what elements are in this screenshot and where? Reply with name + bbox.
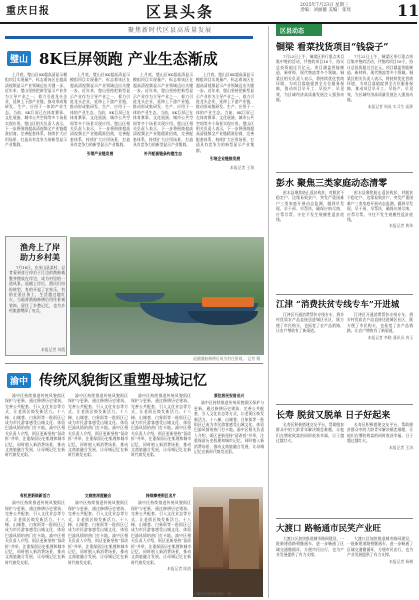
photo-trees: [70, 237, 264, 282]
story2-body-col2: 彭水县聚焦防止返贫致贫，对脱贫不稳定户、边缘易致贫户、突发严重困难户三类家庭开展动态监测，做到早发现、早干预、早帮扶，确保应纳尽纳、应帮尽帮，守住不发生规模性返贫底线。 本报记者 黄伟: [347, 190, 413, 229]
building-right: [229, 499, 259, 569]
street-photo: [193, 487, 263, 597]
bishan-headline: 8K巨屏领跑 产业生态渐成: [39, 50, 218, 68]
story5-body-col2: 大渡口区加快推进城市路网建设，一批新建道路相继通车，进一步畅通了区域交通微循环，方便市民出行，也为产业发展提供了有力支撑。 本报记者 杨梅: [347, 536, 413, 564]
yuzhong-body-col4: 原住居民安居业兴 渝中区持续推进传统风貌街区保护与更新，通过修缮历史建筑、完善公共配套、引入文化业态等方式，让老街区焕发新活力。十八梯、山城巷、白象街等一批街区已成为市民游客感受山城文化、体验巴渝风情的热门打卡地。渝中区相关负责人介绍，街区更新坚持“留改拆”并举，注重保留历史肌理和城市记忆，同时植入新消费场景，推动文商旅融合发展，让母城记忆在新时代焕发光彩。: [194, 393, 264, 455]
orange-boat-canopy: [202, 297, 254, 307]
yuzhong-body-col5: 有机更新焕新活力 渝中区持续推进传统风貌街区保护与更新，通过修缮历史建筑、完善公共配套、引入文化业态等方式，让老街区焕发新活力。十八梯、山城巷、白象街等一批街区已成为市民游客感受山城文化、体验巴渝风情的热门打卡地。渝中区相关负责人介绍，街区更新坚持“留改拆”并举，注重保留历史肌理和城市记忆，同时植入新消费场景，推动文商旅融合发展，让母城记忆在新时代焕发光彩。: [5, 493, 65, 565]
story4-body-col1: 长寿区积极搭建交友平台，帮助脱贫群众中的大龄青年解决婚恋难题，让他们在增收致富的同时收获幸福，日子越过越红火。: [276, 422, 344, 444]
story2-rule: [276, 294, 413, 295]
bishan-subhead-2: 补齐配套链条构建生态: [144, 150, 182, 156]
yuzhong-body-col2: 渝中区持续推进传统风貌街区保护与更新，通过修缮历史建筑、完善公共配套、引入文化业态等方式，让老街区焕发新活力。十八梯、山城巷、白象街等一批街区已成为市民游客感受山城文化、体验巴渝风情的热门打卡地。渝中区相关负责人介绍，街区更新坚持“留改拆”并举，注重保留历史肌理和城市记忆，同时植入新消费场景，推动文商旅融合发展，让母城记忆在新时代焕发光彩。: [68, 393, 128, 458]
story1-byline: 本报记者 周成 实习生 高源: [367, 103, 413, 109]
region-tag-yuzhong: 渝中: [7, 373, 31, 388]
story5-body-col1: 大渡口区加快推进城市路网建设，一批新建道路相继通车，进一步畅通了区域交通微循环，方便市民出行，也为产业发展提供了有力支撑。: [276, 536, 344, 558]
blue-divider: [5, 36, 253, 39]
masthead-rule: [0, 22, 417, 24]
story4-body-col2: 长寿区积极搭建交友平台，帮助脱贫群众中的大龄青年解决婚恋难题，让他们在增收致富的同时收获幸福，日子越过越红火。 本报记者 王涛: [347, 422, 413, 450]
region-tag-bishan: 璧山: [7, 51, 31, 66]
photo1-caption: 退捕渔船修缮后成为村庄景观。 记者 摄: [193, 356, 260, 361]
side-story-body: 7月16日，在巫山县某村，记者看到昔日停泊于江边的渔船被整齐摆放在岸边，成为村里的一道风景。退捕上岸后，渔民们纷纷转型，有的开起了农家乐，有的在景区务工，生活越过越红火。当地将渔船修缮后用作景观装饰，留住了乡愁记忆，也为乡村旅游增添了亮点。: [9, 265, 66, 314]
building-left: [199, 507, 223, 567]
bishan-byline: 本报记者 王翔: [230, 164, 254, 170]
side-story-headline-2: 助力乡村美: [20, 252, 60, 262]
side-story-headline: 渔舟上了岸: [20, 242, 60, 252]
story1-body-col2: 7月22日上午，铜梁区举行重点项目集中签约活动，共签约项目16个，协议总投资超过百亿元。项目涵盖智能制造、新材料、现代物流等多个领域。铜梁区相关负责人表示，将持续优化营商环境，为项目落地提供全方位服务保障，推动项目早开工、早投产、早见效，为区域经济高质量发展注入强劲动能。 本报记者 周成 实习生 高源: [347, 54, 413, 109]
yuzhong-headline: 传统风貌街区重塑母城记忆: [39, 373, 207, 389]
side-story-box: [5, 236, 67, 356]
bishan-body-col1: 上月底，璧山区8K超高清显示模组项目实现量产，标志着该区在超高清视频显示产业领域迈出关键一步。近年来，璧山坚持把新型显示产业作为主导产业之一，着力引进龙头企业，延伸上下游产业链，推动形成集研发、生产、应用于一体的产业生态。当前，8K巨屏已在体育赛事、文化展演、城市公共空间等多个场景实现应用。璧山区相关负责人表示，下一步将围绕超高清视频全产业链精准招商，完善配套体系，持续扩大应用场景，打造具有竞争力的新型显示产业集群。: [5, 72, 67, 148]
bishan-body-col3: 上月底，璧山区8K超高清显示模组项目实现量产，标志着该区在超高清视频显示产业领域迈出关键一步。近年来，璧山坚持把新型显示产业作为主导产业之一，着力引进龙头企业，延伸上下游产业链，推动形成集研发、生产、应用于一体的产业生态。当前，8K巨屏已在体育赛事、文化展演、城市公共空间等多个场景实现应用。璧山区相关负责人表示，下一步将围绕超高清视频全产业链精准招商，完善配套体系，持续扩大应用场景，打造具有竞争力的新型显示产业集群。 补齐配套链条构建生态: [133, 72, 193, 156]
bishan-body-col2: 上月底，璧山区8K超高清显示模组项目实现量产，标志着该区在超高清视频显示产业领域迈出关键一步。近年来，璧山坚持把新型显示产业作为主导产业之一，着力引进龙头企业，延伸上下游产业链，推动形成集研发、生产、应用于一体的产业生态。当前，8K巨屏已在体育赛事、文化展演、城市公共空间等多个场景实现应用。璧山区相关负责人表示，下一步将围绕超高清视频全产业链精准招商，完善配套体系，持续扩大应用场景，打造具有竞争力的新型显示产业集群。 引领产业链发展: [70, 72, 130, 156]
yuzhong-subhead-4: 持续擦亮街区名片: [145, 493, 177, 498]
story5-headline: 大渡口 路畅通市民笑产业旺: [276, 524, 381, 534]
story1-rule: [276, 172, 413, 173]
date-line: 2025年7月23日 星期三 责编：刘丽璇 美编：张瑶: [300, 3, 351, 13]
story3-rule: [276, 404, 413, 405]
bishan-subhead-1: 引领产业链发展: [86, 150, 114, 156]
story2-body-col1: 彭水县聚焦防止返贫致贫，对脱贫不稳定户、边缘易致贫户、突发严重困难户三类家庭开展动态监测，做到早发现、早干预、早帮扶，确保应纳尽纳、应帮尽帮，守住不发生规模性返贫底线。: [276, 190, 344, 223]
yuzhong-header: [5, 366, 263, 392]
bishan-body-col4: 上月底，璧山区8K超高清显示模组项目实现量产，标志着该区在超高清视频显示产业领域迈出关键一步。近年来，璧山坚持把新型显示产业作为主导产业之一，着力引进龙头企业，延伸上下游产业链，推动形成集研发、生产、应用于一体的产业生态。当前，8K巨屏已在体育赛事、文化展演、城市公共空间等多个场景实现应用。璧山区相关负责人表示，下一步将围绕超高清视频全产业链精准招商，完善配套体系，持续扩大应用场景，打造具有竞争力的新型显示产业集群。 引培企业链接发展 本报记者 王翔: [196, 72, 254, 170]
yuzhong-byline: 本报记者 陈波: [167, 566, 191, 572]
yuzhong-body-col7: 持续擦亮街区名片 渝中区持续推进传统风貌街区保护与更新，通过修缮历史建筑、完善公共配套、引入文化业态等方式，让老街区焕发新活力。十八梯、山城巷、白象街等一批街区已成为市民游客感受山城文化、体验巴渝风情的热门打卡地。渝中区相关负责人介绍，街区更新坚持“留改拆”并举，注重保留历史肌理和城市记忆，同时植入新消费场景，推动文商旅融合发展，让母城记忆在新时代焕发光彩。 本报记者 陈波: [131, 493, 191, 572]
side-story-byline: 本报记者 刘霞: [41, 347, 65, 352]
newspaper-logo: 重庆日报: [6, 6, 50, 17]
page-number: 11: [397, 1, 419, 20]
story4-headline: 长寿 脱贫又脱单 日子好起来: [276, 411, 391, 421]
yuzhong-body-col6: 文商旅深度融合 渝中区持续推进传统风貌街区保护与更新，通过修缮历史建筑、完善公共配套、引入文化业态等方式，让老街区焕发新活力。十八梯、山城巷、白象街等一批街区已成为市民游客感受山城文化、体验巴渝风情的热门打卡地。渝中区相关负责人介绍，街区更新坚持“留改拆”并举，注重保留历史肌理和城市记忆，同时植入新消费场景，推动文商旅融合发展，让母城记忆在新时代焕发光彩。: [68, 493, 128, 565]
yuzhong-subhead-3: 文商旅深度融合: [84, 493, 112, 498]
section-title: 区县头条: [146, 3, 215, 21]
column-divider: [268, 26, 269, 598]
story3-headline: 江津 “消费扶贫专线专车”开进城: [276, 300, 400, 310]
section-rule: [5, 363, 263, 364]
story5-byline: 本报记者 杨梅: [389, 558, 413, 564]
story2-byline: 本报记者 黄伟: [389, 223, 413, 229]
yuzhong-subhead-2: 有机更新焕新活力: [19, 493, 51, 498]
bishan-subhead-3: 引培企业链接发展: [209, 156, 241, 162]
boats-photo: [70, 237, 264, 355]
story1-headline: 铜梁 看菜找货项目“钱袋子”: [276, 43, 389, 53]
story3-body-col2: 江津区开通消费帮扶专线专车，将乡村优质农产品直接送进城区社区，既方便了市民购买，也拓宽了农产品销路，让农户增收有了新渠道。 本报记者 李晓 通讯员 冉玉: [347, 312, 413, 340]
yuzhong-body-col1: 渝中区持续推进传统风貌街区保护与更新，通过修缮历史建筑、完善公共配套、引入文化业态等方式，让老街区焕发新活力。十八梯、山城巷、白象街等一批街区已成为市民游客感受山城文化、体验巴渝风情的热门打卡地。渝中区相关负责人介绍，街区更新坚持“留改拆”并举，注重保留历史肌理和城市记忆，同时植入新消费场景，推动文商旅融合发展，让母城记忆在新时代焕发光彩。: [5, 393, 65, 458]
story3-byline: 本报记者 李晓 通讯员 冉玉: [367, 334, 413, 340]
masthead: [0, 0, 417, 22]
story4-byline: 本报记者 王涛: [389, 444, 413, 450]
yuzhong-body-col3: 渝中区持续推进传统风貌街区保护与更新，通过修缮历史建筑、完善公共配套、引入文化业态等方式，让老街区焕发新活力。十八梯、山城巷、白象街等一批街区已成为市民游客感受山城文化、体验巴渝风情的热门打卡地。渝中区相关负责人介绍，街区更新坚持“留改拆”并举，注重保留历史肌理和城市记忆，同时植入新消费场景，推动文商旅融合发展，让母城记忆在新时代焕发光彩。: [131, 393, 191, 458]
story2-headline: 彭水 聚焦三类家庭动态清零: [276, 179, 388, 189]
right-banner: 区县动态: [276, 24, 322, 36]
photo2-caption: 山城巷传统风貌街区一角。: [193, 592, 235, 596]
yuzhong-subhead-1: 原住居民安居业兴: [213, 393, 245, 398]
story3-body-col1: 江津区开通消费帮扶专线专车，将乡村优质农产品直接送进城区社区，既方便了市民购买，也拓宽了农产品销路，让农户增收有了新渠道。: [276, 312, 344, 334]
section-subhead: 聚焦新时代区县高质量发展: [128, 27, 213, 34]
story1-body-col1: 7月22日上午，铜梁区举行重点项目集中签约活动，共签约项目16个，协议总投资超过百亿元。项目涵盖智能制造、新材料、现代物流等多个领域。铜梁区相关负责人表示，将持续优化营商环境，为项目落地提供全方位服务保障，推动项目早开工、早投产、早见效，为区域经济高质量发展注入强劲动能。: [276, 54, 344, 103]
small-boat: [115, 293, 165, 302]
bishan-header: [5, 44, 253, 72]
story4-rule: [276, 518, 413, 519]
